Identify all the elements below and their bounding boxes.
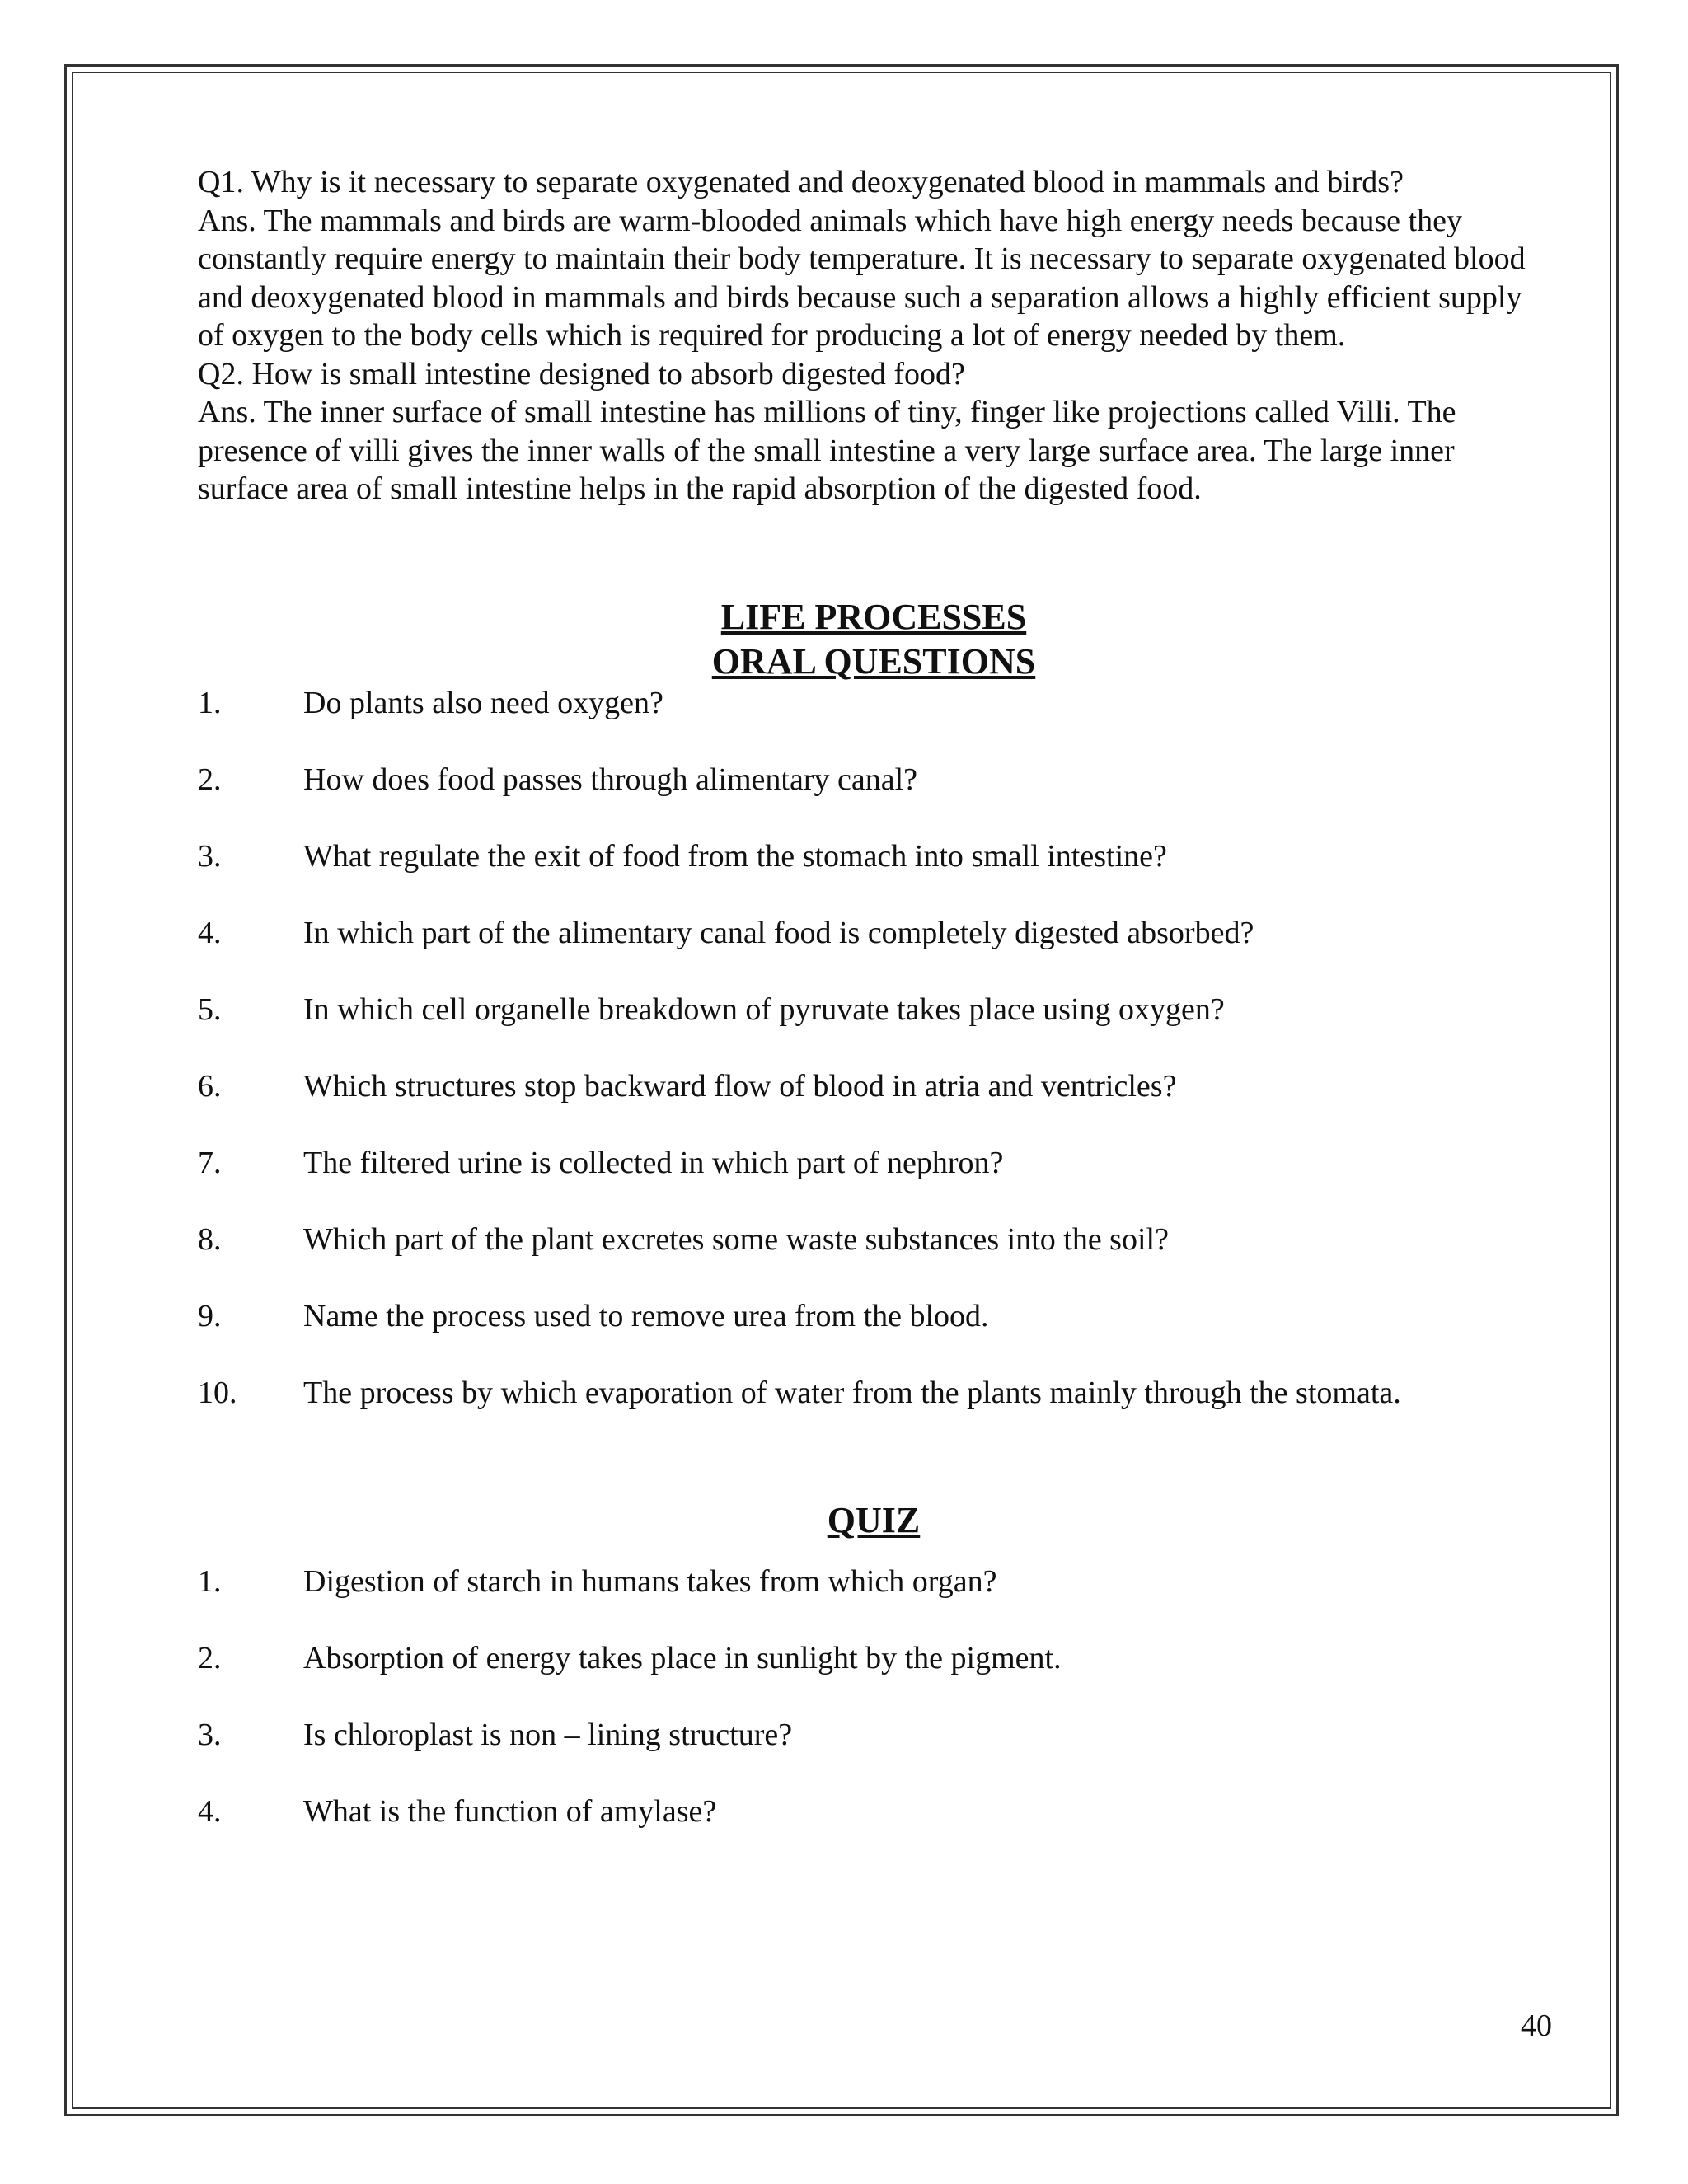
item-text: Do plants also need oxygen? xyxy=(303,685,663,720)
item-text: The filtered urine is collected in which part of nephron? xyxy=(303,1145,1004,1180)
list-item xyxy=(198,991,1550,1067)
item-text: Digestion of starch in humans takes from which organ? xyxy=(303,1563,997,1599)
item-text: How does food passes through alimentary canal? xyxy=(303,762,918,797)
quiz-list xyxy=(198,1563,1550,1869)
question-2: Q2. How is small intestine designed to absorb digested food? xyxy=(198,356,965,391)
spacer xyxy=(198,509,1550,595)
item-number: 1. xyxy=(198,1563,222,1599)
list-item xyxy=(198,1716,1550,1793)
item-number: 3. xyxy=(198,1717,222,1752)
item-number: 4. xyxy=(198,1793,222,1829)
item-number: 10. xyxy=(198,1375,237,1410)
item-text: Name the process used to remove urea from the blood. xyxy=(303,1298,989,1333)
item-number: 6. xyxy=(198,1068,222,1104)
list-item xyxy=(198,1067,1550,1144)
item-text: In which cell organelle breakdown of pyruvate takes place using oxygen? xyxy=(303,991,1225,1027)
list-item xyxy=(198,684,1550,761)
item-number: 1. xyxy=(198,685,222,720)
item-number: 2. xyxy=(198,1640,222,1675)
oral-questions-list xyxy=(198,684,1550,1451)
answer-1: Ans. The mammals and birds are warm-blooded animals which have high energy needs because they constantly require energy to maintain their body temperature. It is necessary to separate oxygenated blood and deoxygenated blood in mammals and birds because such a separation allows a highly efficient supply of oxygen to the body cells which is required for producing a lot of energy needed by them. xyxy=(198,203,1526,353)
item-text: Absorption of energy takes place in sunlight by the pigment. xyxy=(303,1640,1062,1675)
list-item xyxy=(198,1221,1550,1297)
list-item xyxy=(198,761,1550,837)
item-number: 8. xyxy=(198,1221,222,1257)
list-item xyxy=(198,837,1550,914)
item-text: What regulate the exit of food from the stomach into small intestine? xyxy=(303,838,1167,874)
item-text: The process by which evaporation of water from the plants mainly through the stomata. xyxy=(303,1375,1401,1410)
list-item xyxy=(198,1374,1550,1451)
answer-2: Ans. The inner surface of small intestine has millions of tiny, finger like projections called Villi. The presence of villi gives the inner walls of the small intestine a very large surface area. The large inner surface area of small intestine helps in the rapid absorption of the digested food. xyxy=(198,395,1456,506)
list-item xyxy=(198,1639,1550,1716)
spacer xyxy=(198,1451,1550,1498)
section-title-oral-questions: ORAL QUESTIONS xyxy=(711,640,1036,682)
list-item xyxy=(198,1297,1550,1374)
page-number: 40 xyxy=(1521,2008,1552,2043)
section-title-life-processes: LIFE PROCESSES xyxy=(720,596,1027,637)
list-item xyxy=(198,1144,1550,1221)
item-number: 3. xyxy=(198,838,222,874)
list-item xyxy=(198,1793,1550,1869)
item-number: 9. xyxy=(198,1298,222,1333)
list-item xyxy=(198,914,1550,991)
item-text: Which structures stop backward flow of blood in atria and ventricles? xyxy=(303,1068,1177,1104)
item-text: What is the function of amylase? xyxy=(303,1793,717,1829)
item-text: Which part of the plant excretes some waste substances into the soil? xyxy=(303,1221,1169,1257)
item-number: 5. xyxy=(198,991,222,1027)
question-1: Q1. Why is it necessary to separate oxygenated and deoxygenated blood in mammals and birds? xyxy=(198,165,1404,199)
item-number: 7. xyxy=(198,1145,222,1180)
item-number: 2. xyxy=(198,762,222,797)
page-content xyxy=(198,163,1550,1869)
item-number: 4. xyxy=(198,915,222,950)
item-text: Is chloroplast is non – lining structure? xyxy=(303,1717,793,1752)
section-title-quiz: QUIZ xyxy=(827,1499,921,1540)
list-item xyxy=(198,1563,1550,1639)
item-text: In which part of the alimentary canal food is completely digested absorbed? xyxy=(303,915,1254,950)
